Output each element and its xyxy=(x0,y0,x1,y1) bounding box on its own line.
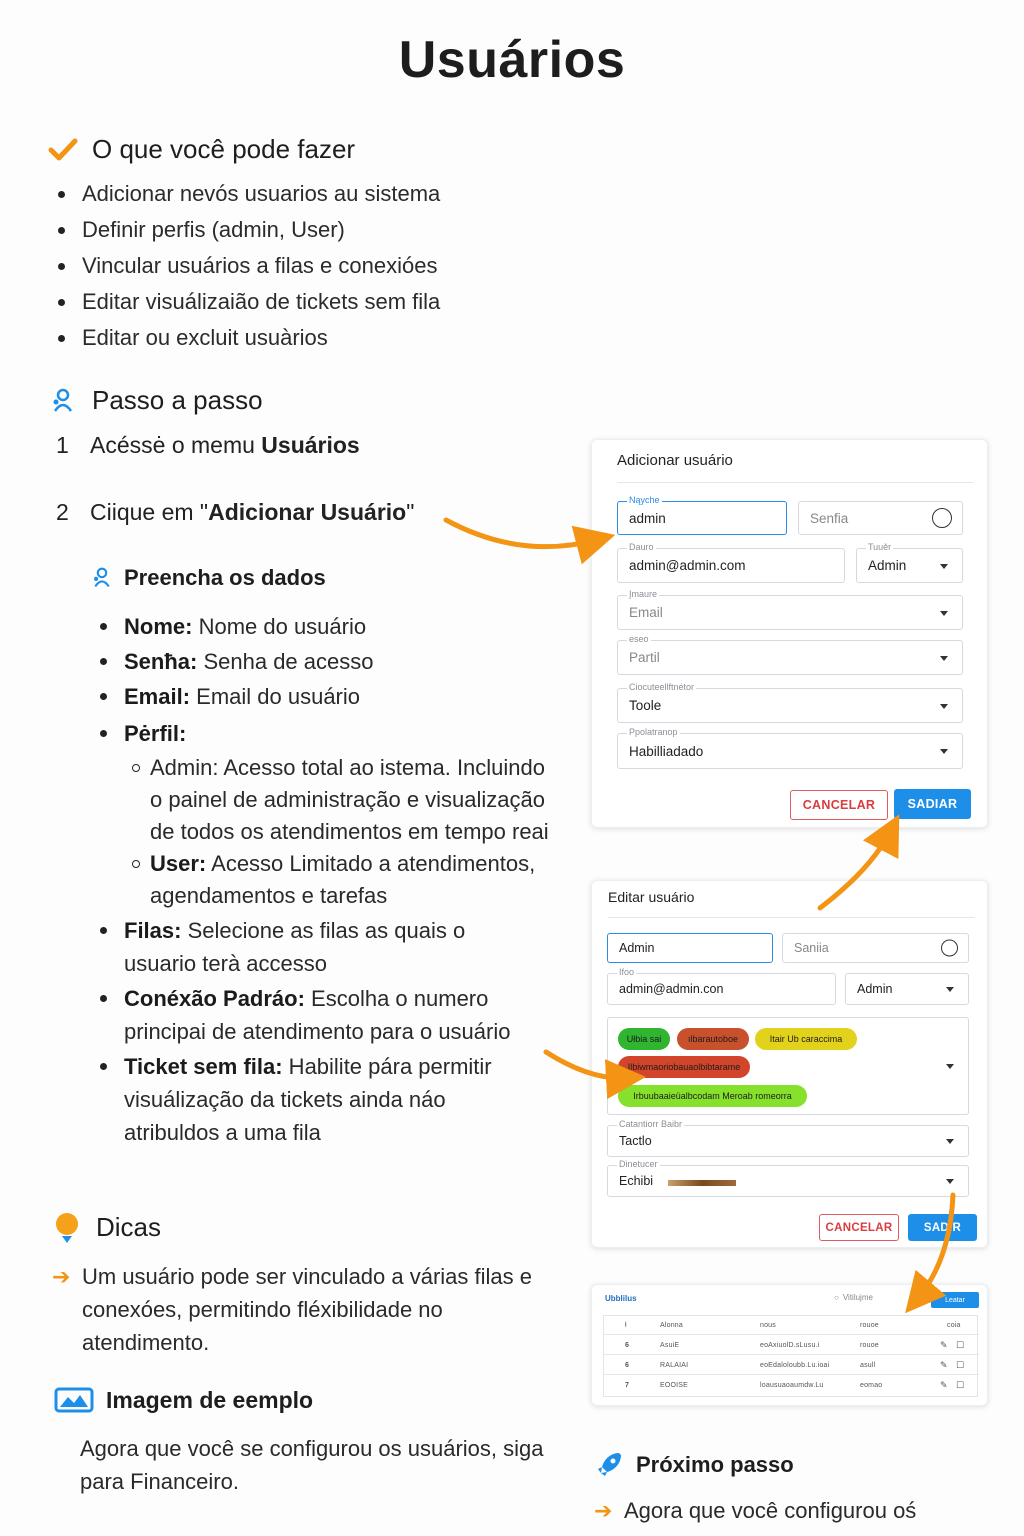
table-cell: eoEdaloloubb.Lu.ioai xyxy=(760,1361,830,1369)
save-button[interactable]: SADIAR xyxy=(894,789,971,819)
field-value: Toole xyxy=(629,698,662,713)
table-cell: EOOISE xyxy=(660,1382,689,1389)
field-value: admin xyxy=(629,510,666,526)
cancel-button[interactable]: CANCELAR xyxy=(790,790,888,820)
fill-heading-text: Preencha os dados xyxy=(124,565,326,590)
edit-icon[interactable]: ✎ xyxy=(940,1339,948,1350)
add-user-button[interactable]: Leatar xyxy=(931,1292,979,1308)
arrow-to-table xyxy=(918,1195,953,1298)
list-item: Definir perfis (admin, User) xyxy=(54,212,440,248)
table-cell: 6 xyxy=(625,1341,630,1349)
step-text-end: " xyxy=(406,499,415,525)
edit-icon[interactable]: ✎ xyxy=(940,1359,948,1370)
save-button[interactable]: SADIR xyxy=(908,1214,977,1241)
field-text: Habilite pára permitir visuálização da tickets ainda náo atribuldos a uma fila xyxy=(124,1054,492,1145)
field-label: Email: xyxy=(124,684,191,709)
field-label: Ppolatranop xyxy=(629,727,678,737)
field-label: Dinetucer xyxy=(619,1159,658,1169)
step-text: Ciique em " xyxy=(90,499,209,525)
example-heading-text: Imagem de eemplo xyxy=(106,1386,314,1413)
delete-icon[interactable]: ☐ xyxy=(956,1380,965,1390)
table-cell: AsuiE xyxy=(660,1341,680,1349)
field-label: Dauro xyxy=(629,542,654,552)
queue-chip[interactable]: Ułbia sai xyxy=(618,1028,670,1050)
queue-chip[interactable]: ılbarautoboe xyxy=(677,1028,749,1050)
queue-chip[interactable]: Itair Ub caraccima xyxy=(755,1028,857,1050)
arrow-right-icon: ➔ xyxy=(594,1498,613,1523)
dialog-title: Adicionar usuário xyxy=(617,452,733,469)
arrow-to-queues xyxy=(546,1052,626,1078)
field-label: Ifoo xyxy=(619,967,635,977)
table-cell: eomao xyxy=(860,1382,883,1389)
field-label: Ticket sem fila: xyxy=(124,1054,283,1079)
table-cell: asull xyxy=(860,1361,876,1369)
table-header-cell: rouoe xyxy=(860,1321,879,1329)
field-label: Įmaure xyxy=(629,589,658,599)
list-item: Adicionar nevós usuarios au sistema xyxy=(54,176,440,212)
table-cell: 6 xyxy=(625,1361,630,1369)
field-label: Filas: xyxy=(124,918,182,943)
field-label: Senħa: xyxy=(124,649,198,674)
steps-heading-text: Passo a passo xyxy=(92,385,263,415)
field-text: Senha de acesso xyxy=(197,649,374,674)
field-text: Selecione as filas as quais o usuario terà accesso xyxy=(124,918,466,976)
table-cell: rouoe xyxy=(860,1341,879,1349)
cancel-button[interactable]: CANCELAR xyxy=(819,1214,899,1241)
tips-heading-text: Dicas xyxy=(96,1212,162,1242)
field-label: eseo xyxy=(629,634,649,644)
field-text: Nome do usuário xyxy=(192,614,367,639)
arrow-to-edit-dialog xyxy=(820,832,890,908)
field-label: Ciocuteellftnétor xyxy=(629,682,695,692)
table-cell: eoAxiuolD.sLusu.i xyxy=(760,1341,820,1349)
next-step-heading-text: Próximo passo xyxy=(636,1452,794,1477)
field-text: Escolha o numero principai de atendimento para o usuário xyxy=(124,986,511,1044)
delete-icon[interactable]: ☐ xyxy=(956,1339,965,1350)
step-number: 1 xyxy=(56,432,69,458)
field-placeholder: Saniia xyxy=(794,941,829,955)
field-value: admin@admin.com xyxy=(629,558,746,573)
table-header-cell: ł xyxy=(625,1321,627,1329)
table-cell: RALAIAI xyxy=(660,1361,689,1369)
can-do-heading-text: O que você pode fazer xyxy=(92,134,356,164)
next-step-text: Agora que você configurou oś xyxy=(624,1498,917,1523)
field-value: Email xyxy=(629,605,663,620)
list-item: Vincular usuários a filas e conexióes xyxy=(54,248,440,284)
step-bold: Usuários xyxy=(261,432,360,458)
profile-label: User: xyxy=(150,851,207,876)
page-title: Usuários xyxy=(398,31,626,89)
queue-chip[interactable]: Ilbiwmaoriobauaolbibtarame xyxy=(618,1056,750,1078)
profile-text: Acesso total ao istema. Incluindo o painel de administração e visualização de todos os atendimentos em tempo reai xyxy=(150,755,549,844)
field-label: Tuuěr xyxy=(868,542,892,552)
step-number: 2 xyxy=(56,499,69,525)
field-value: Admin xyxy=(619,941,655,955)
field-value: Tactlo xyxy=(619,1134,652,1148)
field-placeholder: Senfia xyxy=(810,510,849,526)
field-value: Admin xyxy=(868,558,907,573)
field-value: Echibi xyxy=(619,1174,654,1188)
field-value: admin@admin.con xyxy=(619,982,724,996)
delete-icon[interactable]: ☐ xyxy=(956,1359,965,1370)
field-text: Email do usuário xyxy=(190,684,361,709)
field-label: Nome: xyxy=(124,614,193,639)
list-item: Editar ou excluit usuàrios xyxy=(54,320,440,356)
arrow-to-add-dialog xyxy=(446,520,596,547)
edit-icon[interactable]: ✎ xyxy=(940,1380,948,1390)
step-bold: Adicionar Usuário xyxy=(208,499,407,525)
table-header-cell: nous xyxy=(760,1321,776,1329)
search-text: Vitilujme xyxy=(842,1293,873,1302)
field-value: Habilliadado xyxy=(629,743,704,759)
table-header-cell: coia xyxy=(947,1321,961,1329)
field-label: Catantiorr Baibr xyxy=(619,1119,683,1129)
table-title: Ubblilus xyxy=(605,1294,637,1303)
field-value: Admin xyxy=(857,982,893,996)
search-icon: ○ xyxy=(834,1293,839,1302)
field-label: Pėrfil: xyxy=(124,721,187,746)
step-text: Acéssė o memu xyxy=(90,432,262,458)
example-text: Agora que você se configurou os usuários, siga para Financeiro. xyxy=(80,1436,544,1494)
arrow-right-icon: ➔ xyxy=(52,1264,71,1289)
field-label: Nąyche xyxy=(629,495,660,505)
field-label: Conéxão Padráo: xyxy=(124,986,305,1011)
table-cell: 7 xyxy=(625,1382,630,1389)
queue-chip[interactable]: Irbuubaaieüalbcodam Meroab romeorra xyxy=(618,1085,807,1107)
tip-text: Um usuário pode ser vinculado a várias filas e conexóes, permitindo fléxibilidade no atendimento. xyxy=(82,1264,533,1355)
profile-label: Admin: xyxy=(150,755,219,780)
field-value: Partil xyxy=(629,650,660,665)
table-header-cell: Alonna xyxy=(660,1321,683,1329)
profile-text: Acesso Limitado a atendimentos, agendamentos e tarefas xyxy=(150,851,536,908)
table-cell: loausuaoaumdw.Lu xyxy=(760,1382,824,1389)
list-item: Editar visuálizaião de tickets sem fila xyxy=(54,284,440,320)
dialog-title: Editar usuário xyxy=(608,889,695,905)
